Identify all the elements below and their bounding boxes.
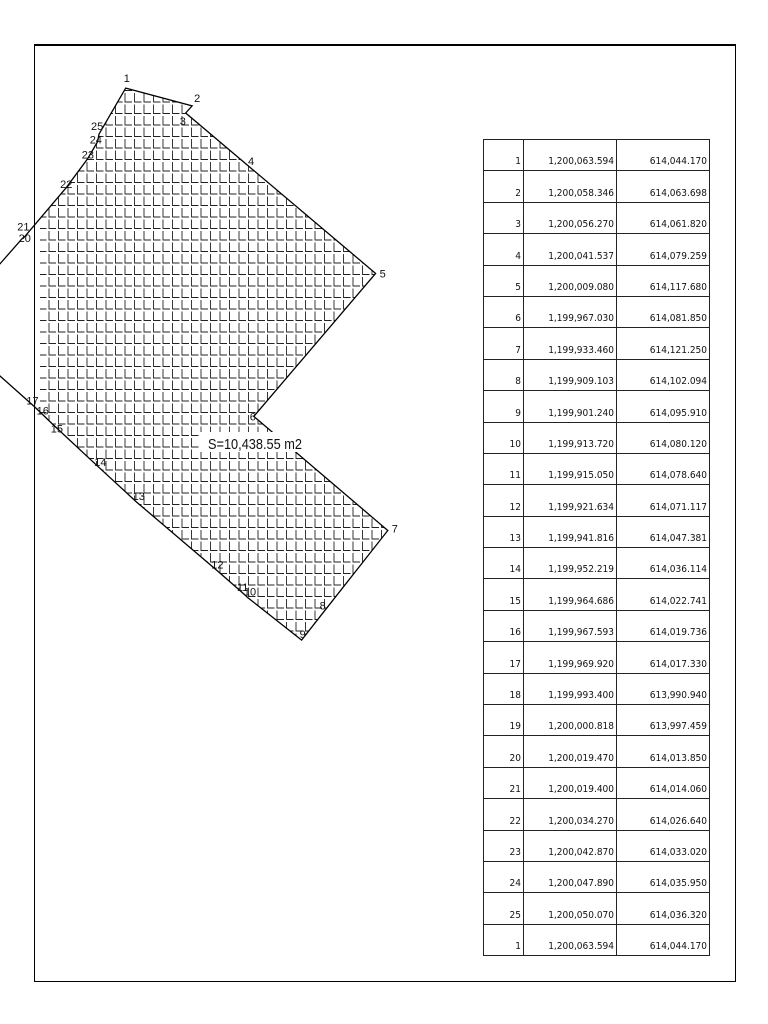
table-row [484, 296, 710, 327]
point-id-cell: 8 [484, 359, 524, 390]
vertex-label: 14 [94, 456, 107, 469]
point-id-cell: 21 [484, 767, 524, 798]
vertex-label: 22 [60, 178, 73, 191]
vertex-label: 12 [211, 559, 224, 572]
point-id-cell: 6 [484, 296, 524, 327]
x-coordinate-cell: 1,200,042.870 [524, 830, 617, 861]
point-id-cell: 16 [484, 610, 524, 641]
vertex-label: 1 [123, 73, 130, 86]
vertex-label: 20 [18, 233, 31, 246]
y-coordinate-cell: 614,095.910 [617, 391, 710, 422]
vertex-label: 23 [81, 149, 95, 162]
table-row [484, 202, 710, 233]
x-coordinate-cell: 1,199,964.686 [524, 579, 617, 610]
y-coordinate-cell: 614,071.117 [617, 485, 710, 516]
x-coordinate-cell: 1,200,000.818 [524, 705, 617, 736]
table-row [484, 140, 710, 171]
vertex-label: 17 [26, 395, 39, 408]
point-id-cell: 3 [484, 202, 524, 233]
vertex-label: 2 [194, 92, 201, 105]
point-id-cell: 19 [484, 705, 524, 736]
x-coordinate-cell: 1,200,019.470 [524, 736, 617, 767]
table-row [484, 453, 710, 484]
table-row [484, 359, 710, 390]
vertex-label: 5 [379, 268, 386, 281]
vertex-label: 9 [299, 629, 306, 642]
table-row [484, 924, 710, 955]
table-row [484, 830, 710, 861]
point-id-cell: 20 [484, 736, 524, 767]
table-row [484, 485, 710, 516]
y-coordinate-cell: 614,013.850 [617, 736, 710, 767]
area-label-group [200, 432, 304, 453]
table-row [484, 391, 710, 422]
x-coordinate-cell: 1,199,941.816 [524, 516, 617, 547]
table-row [484, 548, 710, 579]
point-id-cell: 10 [484, 422, 524, 453]
point-id-cell: 18 [484, 673, 524, 704]
point-id-cell: 23 [484, 830, 524, 861]
x-coordinate-cell: 1,199,913.720 [524, 422, 617, 453]
table-row [484, 328, 710, 359]
y-coordinate-cell: 614,102.094 [617, 359, 710, 390]
y-coordinate-cell: 614,080.120 [617, 422, 710, 453]
point-id-cell: 13 [484, 516, 524, 547]
table-row [484, 610, 710, 641]
point-id-cell: 15 [484, 579, 524, 610]
point-id-cell: 2 [484, 171, 524, 202]
point-id-cell: 25 [484, 893, 524, 924]
y-coordinate-cell: 614,035.950 [617, 861, 710, 892]
point-id-cell: 4 [484, 234, 524, 265]
coordinates-table [483, 139, 710, 956]
x-coordinate-cell: 1,199,915.050 [524, 453, 617, 484]
point-id-cell: 9 [484, 391, 524, 422]
table-row [484, 579, 710, 610]
vertex-label: 24 [89, 134, 102, 147]
y-coordinate-cell: 614,063.698 [617, 171, 710, 202]
vertex-label: 10 [243, 586, 257, 599]
coordinates-table-body [484, 140, 710, 956]
y-coordinate-cell: 614,033.020 [617, 830, 710, 861]
vertex-label: 15 [50, 423, 64, 436]
x-coordinate-cell: 1,199,933.460 [524, 328, 617, 359]
y-coordinate-cell: 614,081.850 [617, 296, 710, 327]
y-coordinate-cell: 614,014.060 [617, 767, 710, 798]
y-coordinate-cell: 614,121.250 [617, 328, 710, 359]
point-id-cell: 24 [484, 861, 524, 892]
x-coordinate-cell: 1,199,901.240 [524, 391, 617, 422]
point-id-cell: 22 [484, 799, 524, 830]
point-id-cell: 14 [484, 548, 524, 579]
x-coordinate-cell: 1,199,967.030 [524, 296, 617, 327]
point-id-cell: 1 [484, 140, 524, 171]
x-coordinate-cell: 1,199,993.400 [524, 673, 617, 704]
point-id-cell: 11 [484, 453, 524, 484]
table-row [484, 642, 710, 673]
vertex-label: 7 [391, 523, 398, 536]
y-coordinate-cell: 614,078.640 [617, 453, 710, 484]
y-coordinate-cell: 613,997.459 [617, 705, 710, 736]
table-row [484, 673, 710, 704]
y-coordinate-cell: 614,044.170 [617, 140, 710, 171]
vertex-label: 6 [249, 411, 256, 424]
x-coordinate-cell: 1,199,921.634 [524, 485, 617, 516]
x-coordinate-cell: 1,199,952.219 [524, 548, 617, 579]
vertex-label: 16 [36, 405, 49, 418]
x-coordinate-cell: 1,199,909.103 [524, 359, 617, 390]
point-id-cell: 7 [484, 328, 524, 359]
y-coordinate-cell: 614,036.114 [617, 548, 710, 579]
table-row [484, 265, 710, 296]
vertex-label: 11 [236, 582, 249, 595]
y-coordinate-cell: 614,061.820 [617, 202, 710, 233]
area-label: S=10,438.55 m2 [208, 436, 302, 453]
table-row [484, 767, 710, 798]
x-coordinate-cell: 1,200,034.270 [524, 799, 617, 830]
vertex-label: 25 [91, 121, 104, 134]
table-row [484, 516, 710, 547]
table-row [484, 171, 710, 202]
x-coordinate-cell: 1,200,056.270 [524, 202, 617, 233]
point-id-cell: 5 [484, 265, 524, 296]
table-row [484, 861, 710, 892]
x-coordinate-cell: 1,200,050.070 [524, 893, 617, 924]
parcel-hatch [40, 80, 440, 960]
point-id-cell: 1 [484, 924, 524, 955]
y-coordinate-cell: 614,017.330 [617, 642, 710, 673]
point-id-cell: 12 [484, 485, 524, 516]
x-coordinate-cell: 1,200,063.594 [524, 140, 617, 171]
y-coordinate-cell: 614,019.736 [617, 610, 710, 641]
y-coordinate-cell: 614,022.741 [617, 579, 710, 610]
y-coordinate-cell: 614,047.381 [617, 516, 710, 547]
x-coordinate-cell: 1,200,047.890 [524, 861, 617, 892]
table-row [484, 736, 710, 767]
vertex-label: 8 [319, 600, 326, 613]
vertex-label: 4 [248, 156, 255, 169]
vertex-label: 13 [132, 491, 145, 504]
y-coordinate-cell: 614,117.680 [617, 265, 710, 296]
table-row [484, 799, 710, 830]
table-row [484, 422, 710, 453]
x-coordinate-cell: 1,199,967.593 [524, 610, 617, 641]
x-coordinate-cell: 1,199,969.920 [524, 642, 617, 673]
x-coordinate-cell: 1,200,058.346 [524, 171, 617, 202]
y-coordinate-cell: 614,026.640 [617, 799, 710, 830]
x-coordinate-cell: 1,200,063.594 [524, 924, 617, 955]
x-coordinate-cell: 1,200,009.080 [524, 265, 617, 296]
y-coordinate-cell: 613,990.940 [617, 673, 710, 704]
y-coordinate-cell: 614,044.170 [617, 924, 710, 955]
x-coordinate-cell: 1,200,041.537 [524, 234, 617, 265]
point-id-cell: 17 [484, 642, 524, 673]
vertex-label: 21 [17, 221, 30, 234]
x-coordinate-cell: 1,200,019.400 [524, 767, 617, 798]
y-coordinate-cell: 614,036.320 [617, 893, 710, 924]
table-row [484, 893, 710, 924]
table-row [484, 234, 710, 265]
y-coordinate-cell: 614,079.259 [617, 234, 710, 265]
table-row [484, 705, 710, 736]
vertex-label: 3 [179, 116, 186, 128]
